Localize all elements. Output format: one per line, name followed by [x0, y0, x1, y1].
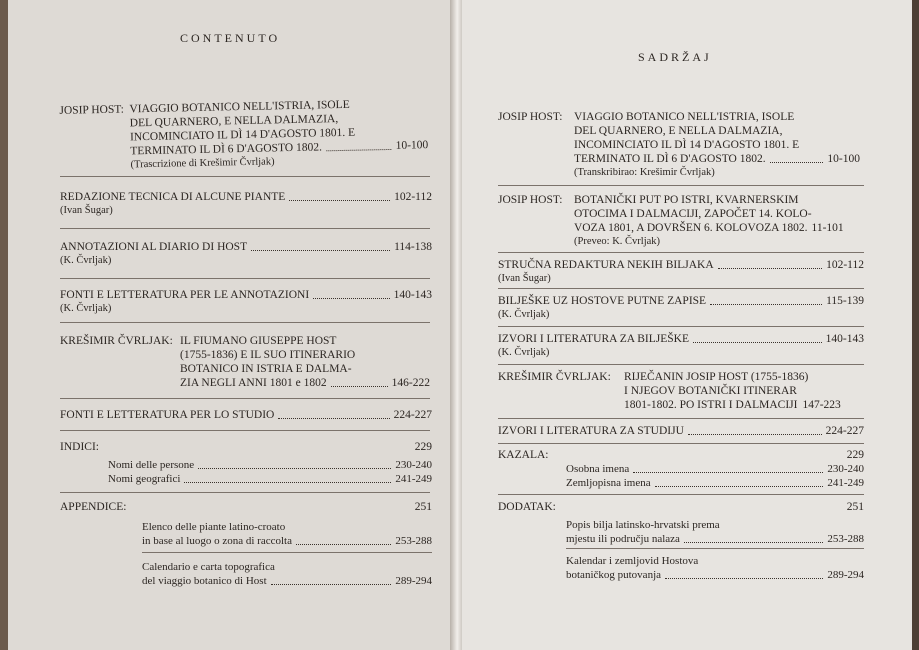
entry-credit: (Ivan Šugar) [60, 205, 113, 216]
right-entry-biljeske [498, 294, 864, 322]
right-entry-strucna [498, 258, 864, 286]
entry-credit: (Transkribirao: Krešimir Čvrljak) [574, 167, 715, 178]
divider [498, 364, 864, 365]
left-entry-fonti-studio [60, 408, 432, 422]
left-entry-fonti-annotazioni [60, 288, 432, 316]
entry-line: VIAGGIO BOTANICO NELL'ISTRIA, ISOLE [574, 111, 795, 123]
page-range: 10-100 [395, 139, 429, 152]
leader-dots [251, 250, 390, 251]
divider [60, 492, 430, 493]
entry-line: RIJEČANIN JOSIP HOST (1755-1836) [624, 371, 809, 383]
page-number: 229 [846, 449, 864, 461]
appendix-line: Popis bilja latinsko-hrvatski prema [566, 519, 720, 531]
index-item: Osobna imena [566, 463, 630, 475]
entry-line: ZIA NEGLI ANNI 1801 e 1802 [180, 377, 327, 389]
divider [498, 494, 864, 495]
right-kazala [498, 448, 864, 462]
leader-dots [289, 200, 390, 201]
page-range: 289-294 [827, 569, 864, 581]
divider [60, 176, 430, 177]
page-range: 115-139 [826, 295, 864, 307]
entry-title: IZVORI I LITERATURA ZA BILJEŠKE [498, 333, 690, 345]
page-range: 224-227 [825, 425, 864, 437]
entry-credit: (Preveo: K. Čvrljak) [574, 236, 661, 247]
divider [60, 322, 430, 323]
page-range: 241-249 [827, 477, 864, 489]
divider [498, 326, 864, 327]
leader-dots [198, 468, 391, 469]
page-number: 251 [414, 501, 432, 513]
entry-line: BOTANIČKI PUT PO ISTRI, KVARNERSKIM [574, 194, 799, 206]
entry-author: JOSIP HOST: [498, 111, 563, 123]
page-range: 102-112 [826, 259, 864, 271]
entry-line: TERMINATO IL DÌ 6 D'AGOSTO 1802. [574, 153, 766, 165]
appendix-line: del viaggio botanico di Host [142, 575, 267, 587]
page-range: 224-227 [393, 409, 432, 421]
entry-line: VIAGGIO BOTANICO NELL'ISTRIA, ISOLE [129, 98, 350, 116]
entry-credit: (K. Čvrljak) [498, 347, 550, 358]
entry-line: INCOMINCIATO IL DÌ 14 D'AGOSTO 1801. E [129, 126, 356, 144]
entry-line: (1755-1836) E IL SUO ITINERARIO [180, 349, 356, 361]
right-entry-izvori-biljeske [498, 332, 864, 360]
left-page [8, 0, 450, 650]
appendix-line: in base al luogo o zona di raccolta [142, 535, 292, 547]
appendix-line: botaničkog putovanja [566, 569, 662, 581]
entry-line: TERMINATO IL DÌ 6 D'AGOSTO 1802. [130, 141, 323, 158]
divider [498, 418, 864, 419]
divider [498, 252, 864, 253]
entry-author: KREŠIMIR ČVRLJAK: [60, 335, 173, 347]
divider [60, 228, 430, 229]
appendix-line: mjestu ili području nalaza [566, 533, 680, 545]
entry-title: BILJEŠKE UZ HOSTOVE PUTNE ZAPISE [498, 295, 707, 307]
leader-dots [278, 418, 389, 419]
leader-dots [331, 386, 388, 387]
entry-line: VOZA 1801, A DOVRŠEN 6. KOLOVOZA 1802. [574, 222, 808, 234]
leader-dots [693, 342, 822, 343]
left-indici-items [108, 458, 432, 486]
entry-line: I NJEGOV BOTANIČKI ITINERAR [624, 385, 797, 397]
entry-line: INCOMINCIATO IL DÌ 14 D'AGOSTO 1801. E [574, 139, 800, 151]
page-range: 102-112 [394, 191, 432, 203]
book-edge [912, 0, 919, 650]
leader-dots [296, 544, 391, 545]
entry-credit: (K. Čvrljak) [60, 303, 112, 314]
page-range: 140-143 [393, 289, 432, 301]
right-dodatak-item-1 [566, 518, 864, 546]
divider [566, 548, 864, 549]
appendix-line: Calendario e carta topografica [142, 561, 275, 573]
left-appendice-item-1 [142, 520, 432, 548]
right-kazala-items [566, 462, 864, 490]
section-label: INDICI: [60, 441, 99, 453]
entry-line: DEL QUARNERO, E NELLA DALMAZIA, [129, 113, 339, 130]
divider [498, 185, 864, 186]
page-range: 147-223 [802, 399, 841, 411]
page-range: 230-240 [395, 459, 432, 471]
entry-author: JOSIP HOST: [59, 103, 125, 117]
section-label: KAZALA: [498, 449, 549, 461]
leader-dots [655, 486, 824, 487]
entry-line: OTOCIMA I DALMACIJI, ZAPOČET 14. KOLO- [574, 208, 812, 220]
page-range: 10-100 [827, 153, 860, 165]
entry-title: STRUČNA REDAKTURA NEKIH BILJAKA [498, 259, 714, 271]
left-entry-cvrljak-studio [60, 334, 432, 390]
entry-line: DEL QUARNERO, E NELLA DALMAZIA, [574, 125, 783, 137]
leader-dots [770, 162, 824, 163]
leader-dots [633, 472, 823, 473]
divider [60, 430, 430, 431]
leader-dots [271, 584, 392, 585]
left-appendice-item-2 [142, 560, 432, 588]
right-heading: SADRŽAJ [638, 50, 712, 64]
divider [498, 288, 864, 289]
right-dodatak-item-2 [566, 554, 864, 582]
index-item: Nomi delle persone [108, 459, 195, 471]
left-appendice [60, 500, 432, 514]
entry-credit: (Ivan Šugar) [498, 273, 551, 284]
book-gutter [450, 0, 462, 650]
divider [498, 443, 864, 444]
leader-dots [684, 542, 823, 543]
leader-dots [718, 268, 822, 269]
entry-credit: (K. Čvrljak) [498, 309, 550, 320]
page-number: 251 [846, 501, 864, 513]
page-range: 11-101 [811, 222, 844, 234]
leader-dots [313, 298, 389, 299]
left-heading: CONTENUTO [180, 31, 281, 45]
page-range: 146-222 [391, 377, 430, 389]
right-page [462, 0, 912, 650]
right-entry-host-botanicki [498, 193, 862, 249]
right-entry-izvori-studija [498, 424, 864, 438]
page-range: 253-288 [395, 535, 432, 547]
entry-title: FONTI E LETTERATURA PER LE ANNOTAZIONI [60, 289, 310, 301]
leader-dots [710, 304, 822, 305]
divider [142, 552, 432, 553]
left-entry-host-viaggio [59, 96, 430, 174]
entry-author: KREŠIMIR ČVRLJAK: [498, 371, 611, 383]
entry-title: ANNOTAZIONI AL DIARIO DI HOST [60, 241, 248, 253]
right-entry-host-viaggio [498, 110, 862, 180]
page-range: 230-240 [827, 463, 864, 475]
right-dodatak [498, 500, 864, 514]
entry-title: FONTI E LETTERATURA PER LO STUDIO [60, 409, 275, 421]
divider [60, 398, 430, 399]
entry-line: 1801-1802. PO ISTRI I DALMACIJI [624, 399, 798, 411]
appendix-line: Elenco delle piante latino-croato [142, 521, 286, 533]
page-range: 253-288 [827, 533, 864, 545]
index-item: Nomi geografici [108, 473, 181, 485]
leader-dots [665, 578, 823, 579]
divider [60, 278, 430, 279]
entry-line: BOTANICO IN ISTRIA E DALMA- [180, 363, 352, 375]
appendix-line: Kalendar i zemljovid Hostova [566, 555, 699, 567]
entry-title: REDAZIONE TECNICA DI ALCUNE PIANTE [60, 191, 286, 203]
right-entry-cvrljak-studija [498, 370, 864, 412]
entry-author: JOSIP HOST: [498, 194, 563, 206]
index-item: Zemljopisna imena [566, 477, 651, 489]
entry-line: IL FIUMANO GIUSEPPE HOST [180, 335, 337, 347]
page-range: 289-294 [395, 575, 432, 587]
page-range: 140-143 [825, 333, 864, 345]
leader-dots [688, 434, 822, 435]
page-number: 229 [414, 441, 432, 453]
left-indici [60, 440, 432, 454]
page-range: 114-138 [394, 241, 432, 253]
entry-credit: (Trascrizione di Krešimir Čvrljak) [130, 156, 275, 171]
section-label: APPENDICE: [60, 501, 127, 513]
section-label: DODATAK: [498, 501, 556, 513]
left-entry-redazione [60, 190, 432, 218]
page-range: 241-249 [395, 473, 432, 485]
left-entry-annotazioni [60, 240, 432, 268]
leader-dots [326, 149, 392, 151]
entry-title: IZVORI I LITERATURA ZA STUDIJU [498, 425, 684, 437]
leader-dots [184, 482, 391, 483]
entry-credit: (K. Čvrljak) [60, 255, 112, 266]
